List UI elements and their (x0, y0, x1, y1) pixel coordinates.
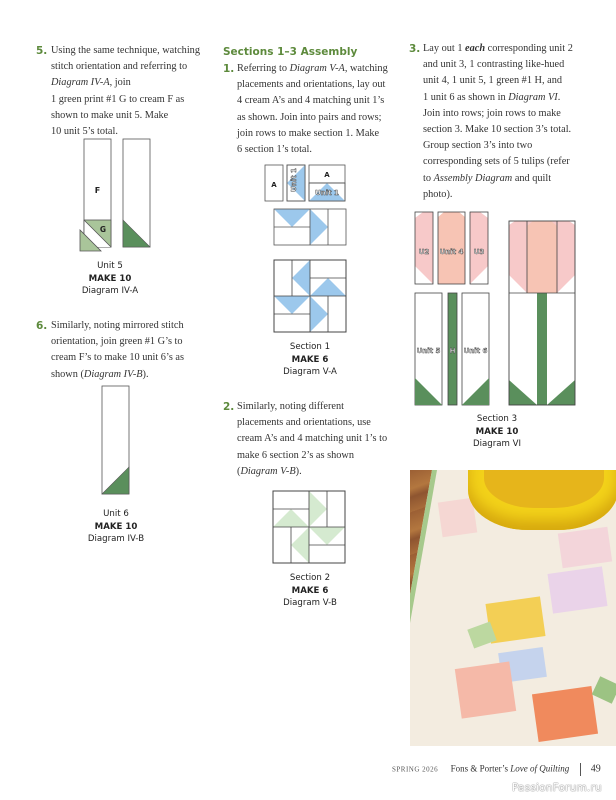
diagram-vi-parts (414, 211, 494, 407)
caption-diagram-vi: Section 3 MAKE 10 Diagram VI (472, 414, 522, 449)
step-number: 1. (223, 63, 235, 75)
step-3: 3. Lay out 1 each corresponding unit 2 and unit 3, 1 contrasting like-hued unit 4, 1 unit 5, 1 green #1 H, and 1 unit 6 as shown in Diagram VI. Join into rows; join rows to make section 3. Make 10 section 3’s total. Group section 3’s into two corresponding sets of 5 tulips (refer to Assembly Diagram and quilt photo). (409, 43, 573, 200)
step-number: 5. (36, 45, 48, 57)
step-5: 5. Using the same technique, watching stitch orientation and referring to Diagram IV-A, join 1 green print #1 G to cream F as shown to make unit 5. Make 10 unit 5’s total. (36, 45, 200, 138)
section-heading: Sections 1–3 Assembly (223, 46, 358, 58)
publication-name: Fons & Porter’s Love of Quilting (450, 763, 570, 774)
step-2: 2. Similarly, noting different placements and orientations, use cream A’s and 4 matching unit 1’s to make 6 section 2’s as shown (Diagram V-B). (223, 401, 388, 477)
svg-text:U2: U2 (418, 248, 430, 256)
caption-diagram-v-b: Section 2 MAKE 6 Diagram V-B (283, 573, 337, 608)
diagram-v-a-section (273, 259, 349, 335)
diagram-vi-tulip (508, 220, 578, 408)
svg-text:G: G (99, 225, 107, 234)
svg-text:Unit 1: Unit 1 (315, 189, 339, 197)
step-number: 6. (36, 320, 48, 332)
svg-text:F: F (94, 186, 101, 195)
svg-text:U3: U3 (473, 248, 485, 256)
page-number: 49 (590, 763, 601, 775)
svg-text:Unit 1: Unit 1 (290, 168, 298, 192)
caption-diagram-iv-a: Unit 5 MAKE 10 Diagram IV-A (81, 261, 139, 296)
diagram-v-b-section (272, 490, 348, 566)
caption-diagram-v-a: Section 1 MAKE 6 Diagram V-A (283, 342, 337, 377)
svg-text:Unit 4: Unit 4 (439, 248, 464, 256)
watermark: PassionForum.ru (512, 782, 602, 794)
issue-season: SPRING 2026 (392, 765, 439, 774)
footer-divider (580, 763, 581, 776)
svg-text:A: A (271, 181, 277, 189)
step-1: 1. Referring to Diagram V-A, watching placements and orientations, lay out 4 cream A’s and 4 matching unit 1’s as shown. Join into pairs and rows; join rows to make section 1. Make 6 section 1’s total. (223, 63, 388, 156)
step-number: 2. (223, 401, 235, 413)
svg-text:H: H (449, 347, 456, 355)
page-footer (392, 763, 601, 776)
diagram-iv-b (100, 385, 132, 497)
step-6: 6. Similarly, noting mirrored stitch orientation, join green #1 G’s to cream F’s to make 10 unit 6’s as shown (Diagram IV-B). (36, 320, 184, 380)
step-number: 3. (409, 43, 421, 55)
caption-diagram-iv-b: Unit 6 MAKE 10 Diagram IV-B (87, 509, 145, 544)
svg-text:A: A (324, 171, 330, 179)
svg-text:Unit 6: Unit 6 (463, 347, 488, 355)
svg-text:Unit 5: Unit 5 (416, 347, 441, 355)
quilt-photo (410, 470, 616, 746)
diagram-iv-a (76, 138, 156, 262)
diagram-v-a-parts (263, 163, 353, 248)
